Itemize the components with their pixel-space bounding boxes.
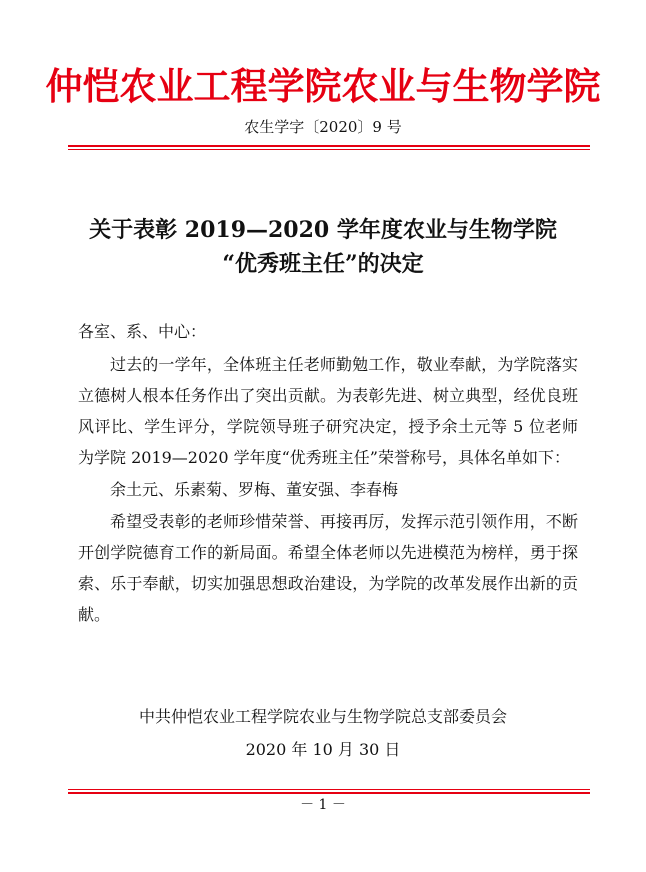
signature-organization: 中共仲恺农业工程学院农业与生物学院总支部委员会 xyxy=(138,707,507,726)
page-number: － 1 － xyxy=(300,797,346,813)
institution-header: 仲恺农业工程学院农业与生物学院 xyxy=(45,64,601,108)
header-divider-thin xyxy=(68,149,590,150)
signature-date: 2020 年 10 月 30 日 xyxy=(245,740,401,759)
footer-divider-thin xyxy=(68,789,590,790)
document-title xyxy=(0,213,646,281)
body-paragraph-intro: 过去的一学年，全体班主任老师勤勉工作，敬业奉献，为学院落实立德树人根本任务作出了突出贡献。为表彰先进、树立典型，经优良班风评比、学生评分，学院领导班子研究决定，授予余土元等 5 位老师为学院 2019—2020 学年度“优秀班主任”荣誉称号，具体名单如下： xyxy=(78,355,578,467)
footer-divider-thick xyxy=(68,792,590,794)
document-body xyxy=(78,349,578,630)
salutation: 各室、系、中心： xyxy=(78,322,207,341)
document-title-line-2: “优秀班主任”的决定 xyxy=(222,251,424,277)
awardee-names: 余土元、乐素菊、罗梅、董安强、李春梅 xyxy=(110,480,399,499)
header-divider-thick xyxy=(68,145,590,147)
body-paragraph-closing: 希望受表彰的老师珍惜荣誉、再接再厉，发挥示范引领作用，不断开创学院德育工作的新局面。希望全体老师以先进模范为榜样，勇于探索、乐于奉献，切实加强思想政治建设，为学院的改革发展作出新的贡献。 xyxy=(78,512,578,624)
document-number: 农生学字〔2020〕9 号 xyxy=(244,118,402,136)
document-title-line-1: 关于表彰 2019—2020 学年度农业与生物学院 xyxy=(89,217,557,243)
